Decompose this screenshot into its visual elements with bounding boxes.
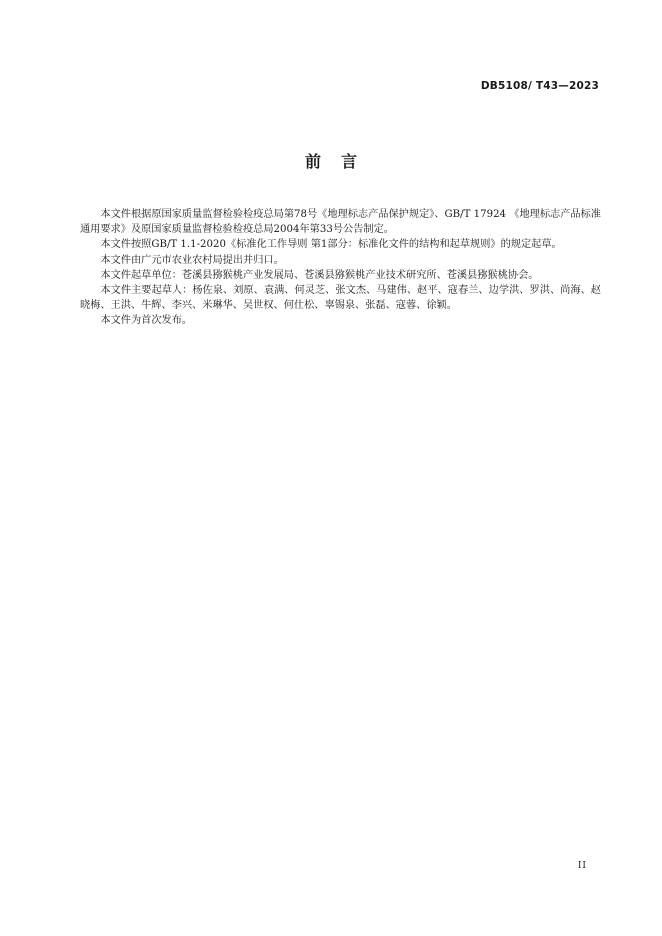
document-code: DB5108/ T43—2023 xyxy=(480,80,599,92)
paragraph-drafters: 本文件主要起草人：杨佐泉、刘原、袁满、何灵芝、张文杰、马建伟、赵平、寇春兰、边学洪、罗洪、尚海、赵晓梅、王洪、牛辉、李兴、米琳华、吴世权、何仕松、辜锡泉、张磊、寇蓉、徐颖。 xyxy=(80,285,601,312)
foreword-body xyxy=(80,207,601,329)
page-number: II xyxy=(577,861,587,871)
section-title: 前言 xyxy=(304,152,377,171)
paragraph-basis: 本文件根据原国家质量监督检验检疫总局第78号《地理标志产品保护规定》、GB/T 17924 《地理标志产品标准通用要求》及原国家质量监督检验检疫总局2004年第33号公告制定。 xyxy=(80,209,601,236)
paragraph-proposer: 本文件由广元市农业农村局提出并归口。 xyxy=(100,254,284,266)
paragraph-drafting-units: 本文件起草单位：苍溪县猕猴桃产业发展局、苍溪县猕猴桃产业技术研究所、苍溪县猕猴桃协会。 xyxy=(100,269,539,281)
paragraph-first-release: 本文件为首次发布。 xyxy=(100,315,193,327)
paragraph-drafting-rules: 本文件按照GB/T 1.1-2020《标准化工作导则 第1部分：标准化文件的结构和起草规则》的规定起草。 xyxy=(100,239,562,251)
